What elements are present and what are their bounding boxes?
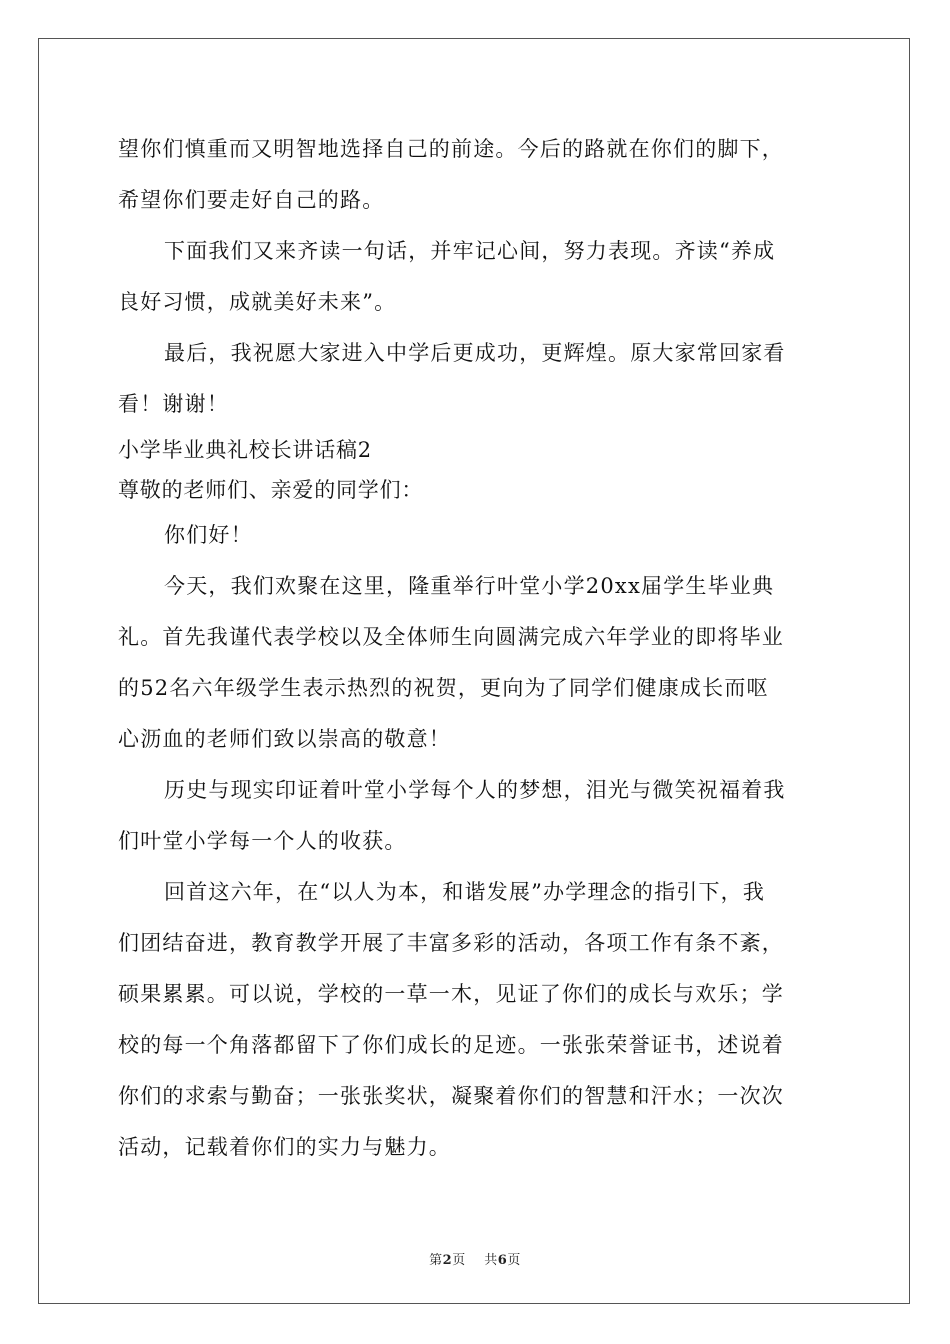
- body-line: 们团结奋进，教育教学开展了丰富多彩的活动，各项工作有条不紊，: [118, 931, 784, 955]
- body-line: 回首这六年，在“以人为本，和谐发展”办学理念的指引下，我: [164, 880, 766, 904]
- footer-page-word: 页: [452, 1253, 466, 1268]
- body-line: 你们的求索与勤奋；一张张奖状，凝聚着你们的智慧和汗水；一次次: [118, 1084, 784, 1108]
- salutation: 尊敬的老师们、亲爱的同学们：: [118, 478, 424, 502]
- body-line: 心沥血的老师们致以崇高的敬意！: [118, 727, 451, 751]
- body-line: 良好习惯，成就美好未来”。: [118, 290, 397, 314]
- document-body: [118, 124, 838, 1173]
- body-line: 校的每一个角落都留下了你们成长的足迹。一张张荣誉证书，述说着: [118, 1033, 784, 1057]
- page-footer: [0, 1249, 950, 1268]
- body-line: 礼。首先我谨代表学校以及全体师生向圆满完成六年学业的即将毕业: [118, 625, 784, 649]
- footer-prefix: 第: [429, 1253, 443, 1268]
- body-line: 望你们慎重而又明智地选择自己的前途。今后的路就在你们的脚下，: [118, 137, 784, 161]
- body-line: 今天，我们欢聚在这里，隆重举行叶堂小学20xx届学生毕业典: [164, 574, 775, 598]
- total-pages-number: 6: [497, 1253, 508, 1268]
- body-line: 希望你们要走好自己的路。: [118, 188, 385, 212]
- body-line: 们叶堂小学每一个人的收获。: [118, 829, 407, 853]
- body-line: 历史与现实印证着叶堂小学每个人的梦想，泪光与微笑祝福着我: [164, 778, 786, 802]
- body-line: 活动，记载着你们的实力与魅力。: [118, 1135, 451, 1159]
- body-line: 看！谢谢！: [118, 392, 229, 416]
- greeting: 你们好！: [164, 523, 253, 547]
- current-page-number: 2: [442, 1253, 453, 1268]
- body-line: 下面我们又来齐读一句话，并牢记心间，努力表现。齐读“养成: [164, 239, 776, 263]
- body-line: 硕果累累。可以说，学校的一草一木，见证了你们的成长与欢乐；学: [118, 982, 784, 1006]
- footer-total-prefix: 共: [484, 1253, 498, 1268]
- section-title: 小学毕业典礼校长讲话稿2: [118, 438, 372, 462]
- body-line: 最后，我祝愿大家进入中学后更成功，更辉煌。原大家常回家看: [164, 341, 786, 365]
- footer-total-suffix: 页: [507, 1253, 521, 1268]
- body-line: 的52名六年级学生表示热烈的祝贺，更向为了同学们健康成长而呕: [118, 676, 769, 700]
